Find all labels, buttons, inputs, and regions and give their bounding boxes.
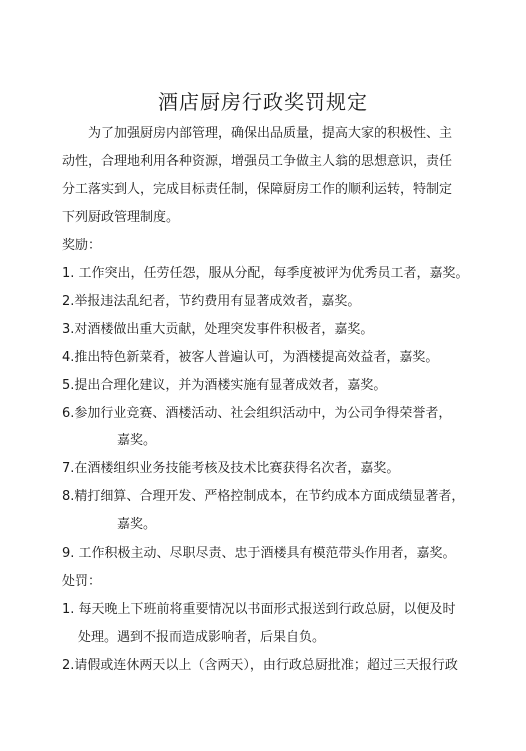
reward-item-1: 1. 工作突出，任劳任怨，服从分配，每季度被评为优秀员工者，嘉奖。 <box>62 266 469 281</box>
reward-item-8: 8.精打细算、合理开发、严格控制成本，在节约成本方面成绩显著者， <box>62 489 465 504</box>
intro-line-2: 动性，合理地利用各种资源，增强员工争做主人翁的思想意识，责任 <box>62 154 453 169</box>
penalty-heading: 处罚： <box>62 574 102 589</box>
reward-item-6: 6.参加行业竞赛、酒楼活动、社会组织活动中，为公司争得荣誉者， <box>62 406 452 421</box>
penalty-item-1-continued: 处理。遇到不报而造成影响者，后果自负。 <box>78 630 326 645</box>
reward-item-2: 2.举报违法乱纪者，节约费用有显著成效者，嘉奖。 <box>62 294 361 309</box>
penalty-item-1: 1. 每天晚上下班前将重要情况以书面形式报送到行政总厨，以便及时 <box>62 602 456 617</box>
reward-item-3: 3.对酒楼做出重大贡献，处理突发事件积极者，嘉奖。 <box>62 322 374 337</box>
document-title: 酒店厨房行政奖罚规定 <box>158 90 368 114</box>
reward-item-9: 9. 工作积极主动、尽职尽责、忠于酒楼具有模范带头作用者，嘉奖。 <box>62 546 456 561</box>
intro-line-1: 为了加强厨房内部管理，确保出品质量，提高大家的积极性、主 <box>88 126 453 141</box>
penalty-item-2: 2.请假或连休两天以上（含两天），由行政总厨批准；超过三天报行政 <box>62 658 458 673</box>
reward-item-7: 7.在酒楼组织业务技能考核及技术比赛获得名次者，嘉奖。 <box>62 461 400 476</box>
intro-line-4: 下列厨政管理制度。 <box>62 210 180 225</box>
intro-line-3: 分工落实到人，完成目标责任制，保障厨房工作的顺利运转，特制定 <box>62 182 453 197</box>
reward-item-5: 5.提出合理化建议，并为酒楼实施有显著成效者，嘉奖。 <box>62 378 387 393</box>
reward-item-4: 4.推出特色新菜肴，被客人普遍认可，为酒楼提高效益者，嘉奖。 <box>62 350 439 365</box>
reward-item-6-continued: 嘉奖。 <box>117 433 157 448</box>
reward-item-8-continued: 嘉奖。 <box>117 517 157 532</box>
reward-heading: 奖励： <box>62 238 102 253</box>
